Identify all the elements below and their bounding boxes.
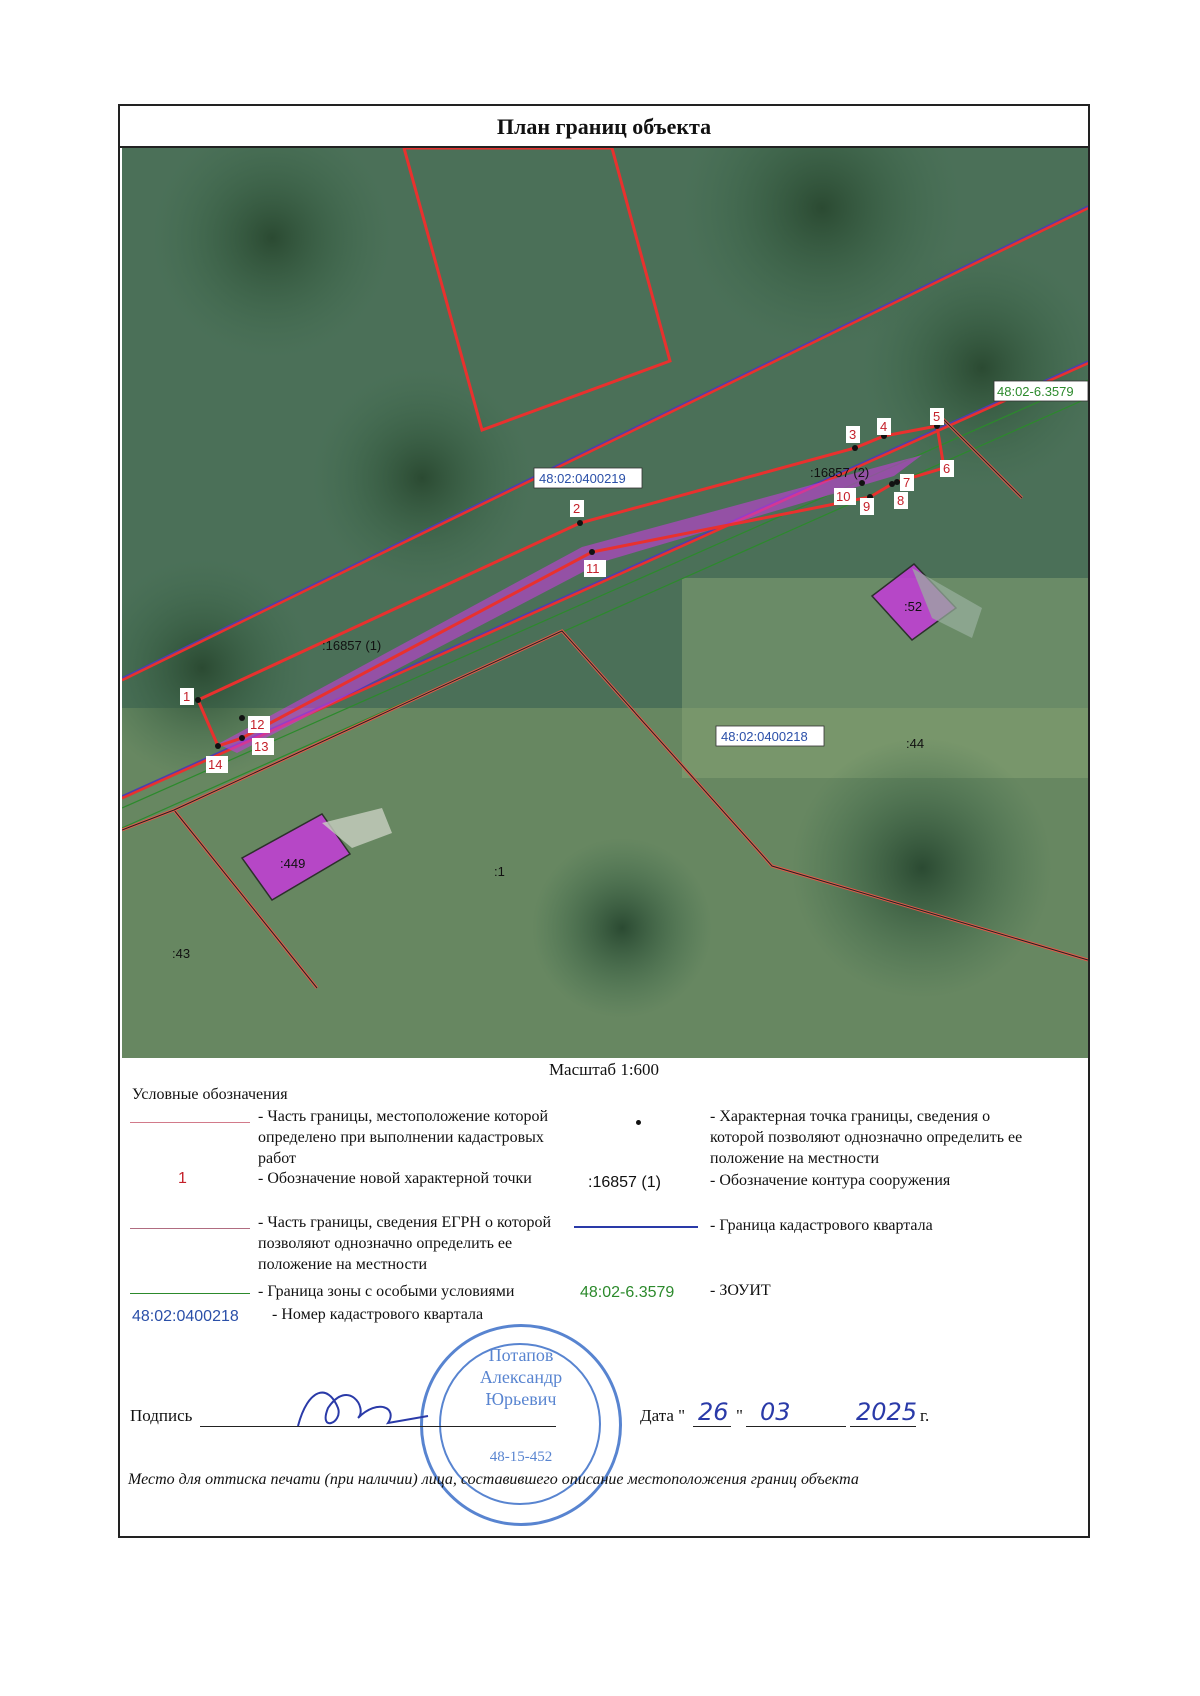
stamp-name-3: Юрьевич (485, 1389, 557, 1409)
point-label-13: 13 (254, 739, 269, 754)
legend-sample-egrn-boundary (130, 1228, 250, 1229)
quarter-label-0400218: 48:02:0400218 (721, 729, 808, 744)
year-underline (850, 1426, 916, 1427)
legend-item-zone-code: - ЗОУИТ (710, 1282, 771, 1299)
legend-sample-structure: :16857 (1) (588, 1174, 661, 1191)
legend-item-structure: - Обозначение контура сооружения (710, 1172, 951, 1189)
point-label-11: 11 (586, 561, 600, 576)
date-label: Дата " (640, 1406, 686, 1425)
footer-note: Место для оттиска печати (при наличии) лица, составившего описание местоположения границ объекта (128, 1471, 859, 1488)
date-year-suffix: г. (920, 1406, 930, 1425)
scale-text: Масштаб 1:600 (548, 1060, 660, 1079)
stamp-name-1: Потапов (488, 1345, 554, 1365)
map-image (122, 148, 1088, 1058)
parcel-label-43: :43 (172, 946, 191, 961)
point-label-9: 9 (863, 499, 871, 514)
parcel-label-44: :44 (906, 736, 925, 751)
point-label-6: 6 (943, 461, 951, 476)
point-label-5: 5 (933, 409, 941, 424)
date-month: 03 (760, 1398, 791, 1426)
legend-item-egrn-boundary: - Часть границы, сведения ЕГРН о которой позволяют однозначно определить ее положение на местности (258, 1214, 552, 1273)
legend-sample-point (636, 1120, 641, 1125)
point-label-14: 14 (208, 757, 223, 772)
point-label-3: 3 (849, 427, 857, 442)
legend-item-zone: - Граница зоны с особыми условиями (258, 1283, 515, 1300)
stamp-name-2: Александр (479, 1367, 563, 1387)
zone-label: 48:02-6.3579 (997, 384, 1074, 399)
legend-item-existing-point: - Характерная точка границы, сведения о которой позволяют однозначно определить ее положение на местности (710, 1108, 1023, 1167)
date-year: 2025 (856, 1398, 918, 1426)
parcel-label-449: :449 (280, 856, 306, 871)
parcel-label-1: :1 (494, 864, 505, 879)
parcel-label-52: :52 (904, 599, 923, 614)
structure-label-2: :16857 (2) (810, 465, 870, 480)
date-quote: " (736, 1406, 743, 1425)
page-title: План границ объекта (120, 106, 1088, 148)
legend-heading: Условные обозначения (132, 1086, 288, 1103)
legend-sample-point-number: 1 (178, 1170, 187, 1187)
point-label-7: 7 (903, 475, 911, 490)
month-underline (746, 1426, 846, 1427)
point-label-10: 10 (836, 489, 851, 504)
point-label-8: 8 (897, 493, 905, 508)
point-label-2: 2 (573, 501, 581, 516)
document-sheet (118, 104, 1090, 1538)
legend-item-quarter-boundary: - Граница кадастрового квартала (710, 1217, 933, 1234)
legend-sample-zone-code: 48:02-6.3579 (580, 1284, 675, 1301)
day-underline (693, 1426, 731, 1427)
point-label-4: 4 (880, 419, 888, 434)
date-day: 26 (698, 1398, 729, 1426)
point-label-1: 1 (183, 689, 191, 704)
signature-label: Подпись (130, 1406, 193, 1425)
legend-item-new-point: - Обозначение новой характерной точки (258, 1170, 532, 1187)
legend-item-new-boundary: - Часть границы, местоположение которой определено при выполнении кадастровых работ (258, 1108, 549, 1167)
legend-sample-new-boundary (130, 1122, 250, 1123)
seal-stamp (420, 1324, 622, 1526)
boundary-map (122, 148, 1088, 1058)
legend-sample-zone (130, 1293, 250, 1294)
point-label-12: 12 (250, 717, 265, 732)
legend-sample-quarter-boundary (574, 1226, 698, 1228)
legend-item-quarter-number: - Номер кадастрового квартала (272, 1306, 484, 1323)
stamp-number: 48-15-452 (489, 1449, 553, 1465)
handwritten-signature (288, 1378, 438, 1438)
quarter-label-0400219: 48:02:0400219 (539, 471, 626, 486)
legend-sample-quarter-number: 48:02:0400218 (132, 1308, 239, 1325)
structure-label-1: :16857 (1) (322, 638, 382, 653)
